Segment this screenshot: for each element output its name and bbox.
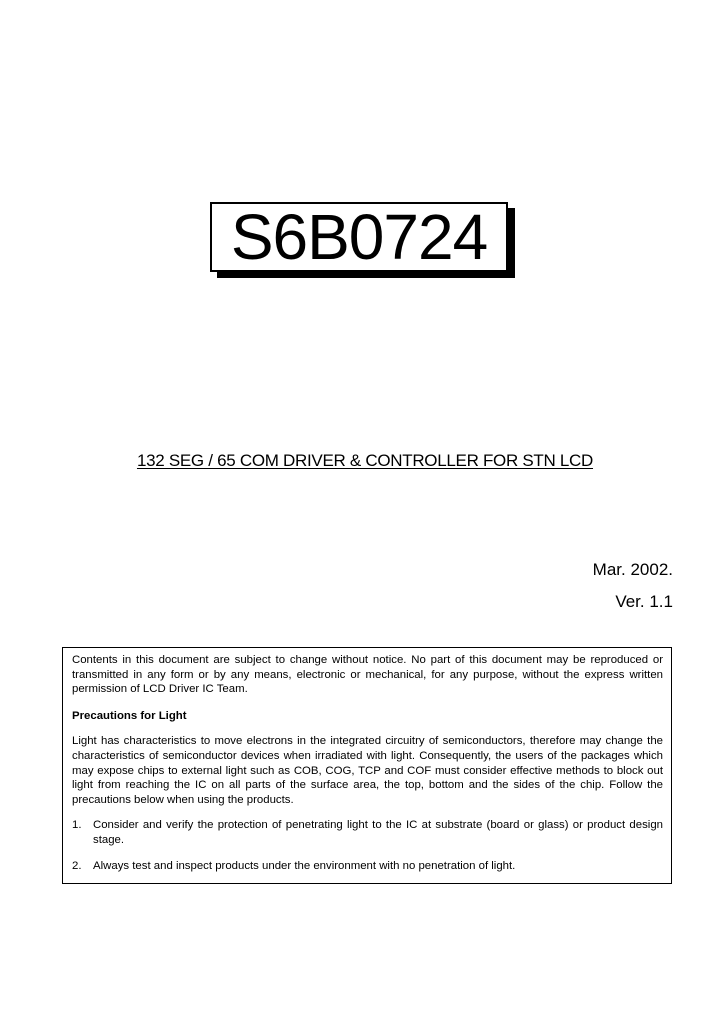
part-number-box	[210, 202, 508, 272]
document-version: Ver. 1.1	[615, 592, 673, 611]
list-item-number: 1.	[72, 819, 82, 832]
precautions-text: Light has characteristics to move electrons in the integrated circuitry of semiconductors, therefore may change the characteristics of semiconductor devices when irradiated with light. Consequently, the users of the packages which may expose chips to external light such as COB, COG, TCP and COF must consider effective methods to block out light from reaching the IC on all parts of the surface area, the top, bottom and the sides of the chip. Follow the precautions below when using the products.	[72, 735, 663, 806]
precautions-heading: Precautions for Light	[72, 709, 187, 722]
list-item	[72, 859, 663, 874]
document-subtitle: 132 SEG / 65 COM DRIVER & CONTROLLER FOR STN LCD	[136, 451, 594, 470]
list-item	[72, 818, 663, 847]
notice-box	[62, 647, 672, 884]
precautions-list	[72, 818, 663, 873]
list-item-text: Always test and inspect products under the environment with no penetration of light.	[93, 859, 516, 872]
part-number-title: S6B0724	[230, 201, 488, 273]
document-date: Mar. 2002.	[592, 560, 673, 579]
list-item-number: 2.	[72, 859, 82, 872]
list-item-text: Consider and verify the protection of penetrating light to the IC at substrate (board or glass) or product design stage.	[93, 819, 663, 846]
copyright-notice: Contents in this document are subject to change without notice. No part of this document may be reproduced or transmitted in any form or by any means, electronic or mechanical, for any purpose, without the express written permission of LCD Driver IC Team.	[72, 654, 663, 696]
